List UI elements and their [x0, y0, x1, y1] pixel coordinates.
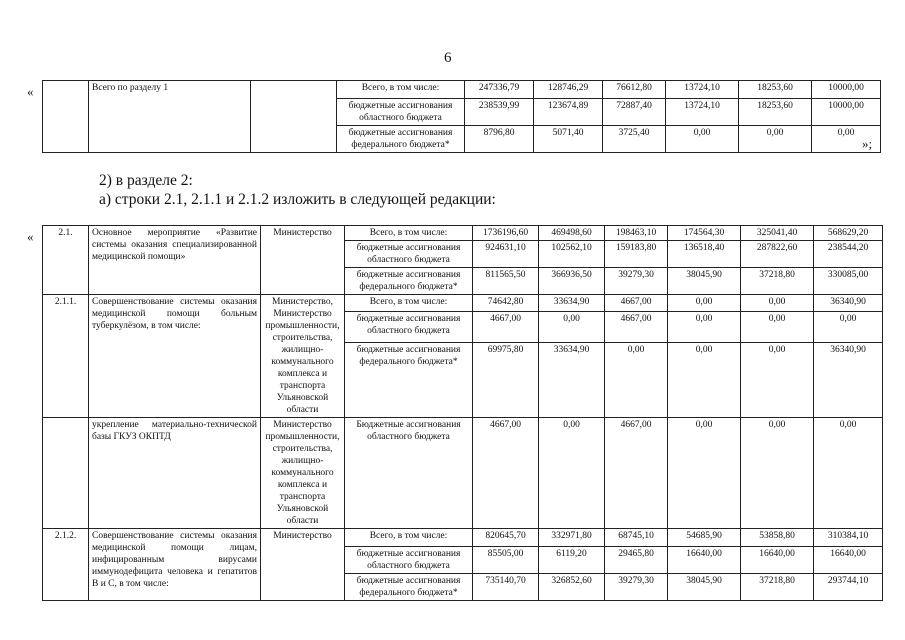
value-cell: 924631,10 — [473, 241, 539, 268]
page-number: 6 — [444, 50, 452, 66]
value-cell: 16640,00 — [668, 547, 741, 574]
value-cell: 29465,80 — [605, 547, 668, 574]
value-cell: 85505,00 — [473, 547, 539, 574]
edit-instruction: а) строки 2.1, 2.1.1 и 2.1.2 изложить в следующей редакции: — [99, 191, 496, 208]
value-cell: 0,00 — [539, 312, 605, 343]
value-cell: 10000,00 — [812, 99, 881, 126]
value-cell: 0,00 — [814, 312, 883, 343]
value-cell: 238539,99 — [465, 99, 534, 126]
value-cell: 38045,90 — [668, 574, 741, 601]
source-cell: Бюджетные ассигнования областного бюджета — [345, 418, 473, 529]
value-cell: 53858,80 — [741, 529, 814, 547]
value-cell: 36340,90 — [814, 295, 883, 312]
row-number: 2.1.1. — [43, 295, 89, 418]
value-cell: 13724,10 — [666, 99, 739, 126]
value-cell: 13724,10 — [666, 81, 739, 99]
value-cell: 18253,60 — [739, 81, 812, 99]
value-cell: 4667,00 — [473, 418, 539, 529]
source-cell: бюджетные ассигнования областного бюджета — [345, 547, 473, 574]
executor-cell — [251, 81, 337, 153]
section-2-heading: 2) в разделе 2: — [99, 172, 193, 189]
source-cell: бюджетные ассигнования федерального бюджета* — [345, 342, 473, 417]
source-cell: бюджетные ассигнования федерального бюджета* — [345, 268, 473, 295]
value-cell: 0,00 — [739, 126, 812, 153]
value-cell: 0,00 — [668, 295, 741, 312]
value-cell: 0,00 — [741, 342, 814, 417]
source-cell: бюджетные ассигнования областного бюджета — [337, 99, 465, 126]
value-cell: 16640,00 — [741, 547, 814, 574]
value-cell: 293744,10 — [814, 574, 883, 601]
value-cell: 6119,20 — [539, 547, 605, 574]
value-cell: 0,00 — [605, 342, 668, 417]
value-cell: 3725,40 — [603, 126, 666, 153]
value-cell: 4667,00 — [605, 295, 668, 312]
value-cell: 326852,60 — [539, 574, 605, 601]
value-cell: 0,00 — [668, 312, 741, 343]
value-cell: 54685,90 — [668, 529, 741, 547]
source-cell: Всего, в том числе: — [345, 226, 473, 241]
value-cell: 198463,10 — [605, 226, 668, 241]
value-cell: 0,00 — [741, 418, 814, 529]
value-cell: 0,00 — [668, 342, 741, 417]
source-cell: бюджетные ассигнования областного бюджета — [345, 312, 473, 343]
value-cell: 0,00 — [741, 295, 814, 312]
value-cell: 0,00 — [741, 312, 814, 343]
value-cell: 68745,10 — [605, 529, 668, 547]
value-cell: 247336,79 — [465, 81, 534, 99]
value-cell: 128746,29 — [534, 81, 603, 99]
row-number: 2.1.2. — [43, 529, 89, 601]
value-cell: 0,00 — [539, 418, 605, 529]
executor: Министерство промышленности, строительства, жилищно-коммунального комплекса и транспорта Ульяновской области — [261, 418, 345, 529]
value-cell: 735140,70 — [473, 574, 539, 601]
close-quote: »; — [862, 136, 873, 151]
value-cell: 238544,20 — [814, 241, 883, 268]
section-2-table — [42, 225, 883, 601]
value-cell: 38045,90 — [668, 268, 741, 295]
value-cell: 74642,80 — [473, 295, 539, 312]
executor: Министерство — [261, 226, 345, 295]
value-cell: 469498,60 — [539, 226, 605, 241]
value-cell: 4667,00 — [473, 312, 539, 343]
value-cell: 811565,50 — [473, 268, 539, 295]
executor: Министерство, Министерство промышленности, строительства, жилищно-коммунального комплекса и транспорта Ульяновской области — [261, 295, 345, 418]
source-cell: Всего, в том числе: — [345, 529, 473, 547]
value-cell: 5071,40 — [534, 126, 603, 153]
measure-name: Совершенствование системы оказания медицинской помощи лицам, инфицированным вирусами иммунодефицита человека и гепатитов В и С, в том числе: — [89, 529, 261, 601]
section-1-total-table — [42, 80, 881, 153]
source-cell: Всего, в том числе: — [337, 81, 465, 99]
num-cell — [43, 81, 89, 153]
value-cell: 310384,10 — [814, 529, 883, 547]
value-cell: 332971,80 — [539, 529, 605, 547]
value-cell: 123674,89 — [534, 99, 603, 126]
value-cell: 4667,00 — [605, 312, 668, 343]
row-number — [43, 418, 89, 529]
value-cell: 136518,40 — [668, 241, 741, 268]
value-cell: 330085,00 — [814, 268, 883, 295]
value-cell: 33634,90 — [539, 342, 605, 417]
value-cell: 159183,80 — [605, 241, 668, 268]
value-cell: 366936,50 — [539, 268, 605, 295]
open-quote-2: « — [27, 229, 34, 244]
value-cell: 1736196,60 — [473, 226, 539, 241]
measure-name: Основное мероприятие «Развитие системы оказания специализированной медицинской помощи» — [89, 226, 261, 295]
row-number: 2.1. — [43, 226, 89, 295]
source-cell: Всего, в том числе: — [345, 295, 473, 312]
source-cell: бюджетные ассигнования областного бюджета — [345, 241, 473, 268]
source-cell: бюджетные ассигнования федерального бюджета* — [345, 574, 473, 601]
value-cell: 76612,80 — [603, 81, 666, 99]
value-cell: 0,00 — [668, 418, 741, 529]
value-cell: 72887,40 — [603, 99, 666, 126]
value-cell: 325041,40 — [741, 226, 814, 241]
value-cell: 18253,60 — [739, 99, 812, 126]
measure-name: Совершенствование системы оказания медицинской помощи больным туберкулёзом, в том числе: — [89, 295, 261, 418]
value-cell: 0,00 — [814, 418, 883, 529]
value-cell: 102562,10 — [539, 241, 605, 268]
value-cell: 37218,80 — [741, 268, 814, 295]
value-cell: 39279,30 — [605, 268, 668, 295]
value-cell: 37218,80 — [741, 574, 814, 601]
value-cell: 69975,80 — [473, 342, 539, 417]
measure-name: укрепление материально-технической базы ГКУЗ ОКПТД — [89, 418, 261, 529]
source-cell: бюджетные ассигнования федерального бюджета* — [337, 126, 465, 153]
value-cell: 33634,90 — [539, 295, 605, 312]
value-cell: 0,00 — [812, 126, 881, 153]
open-quote-1: « — [27, 84, 34, 99]
value-cell: 174564,30 — [668, 226, 741, 241]
value-cell: 568629,20 — [814, 226, 883, 241]
executor: Министерство — [261, 529, 345, 601]
value-cell: 16640,00 — [814, 547, 883, 574]
value-cell: 0,00 — [666, 126, 739, 153]
value-cell: 10000,00 — [812, 81, 881, 99]
value-cell: 39279,30 — [605, 574, 668, 601]
value-cell: 287822,60 — [741, 241, 814, 268]
value-cell: 820645,70 — [473, 529, 539, 547]
value-cell: 8796,80 — [465, 126, 534, 153]
value-cell: 36340,90 — [814, 342, 883, 417]
value-cell: 4667,00 — [605, 418, 668, 529]
section-total-label: Всего по разделу 1 — [89, 81, 251, 153]
